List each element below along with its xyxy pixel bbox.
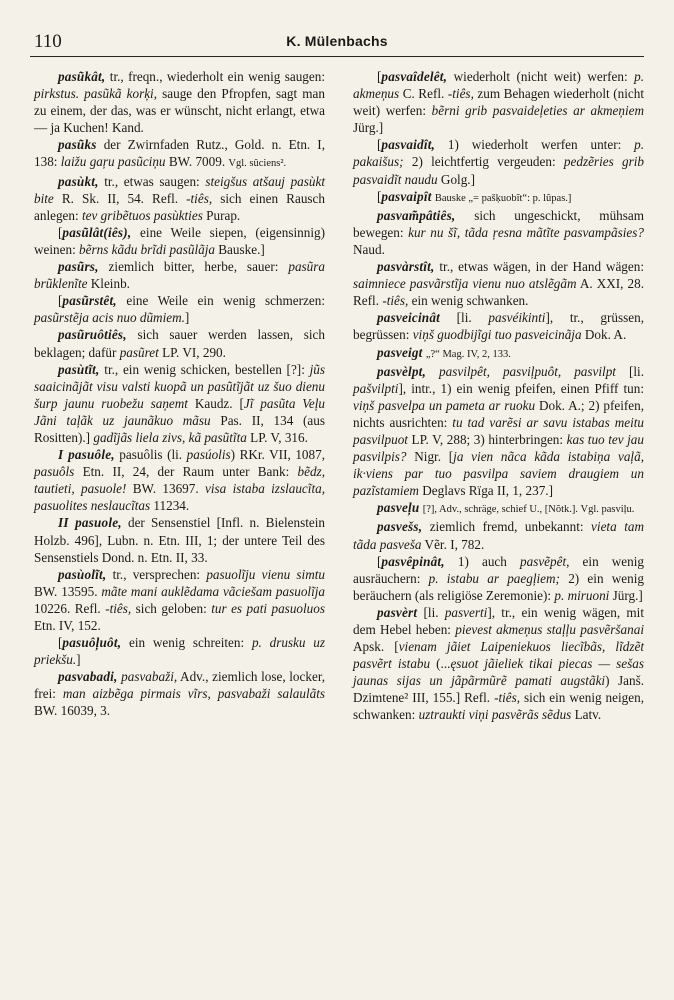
gloss-text: 2) ein wenig beräuchern (als religiöse Zeremonie): xyxy=(353,570,645,603)
headword: pasùtĩt, xyxy=(58,361,100,377)
latvian-example: pirkstus. pasũkã korķi, xyxy=(34,86,158,102)
latvian-example: pasvabaži, xyxy=(121,669,178,685)
headword: pasũlât(iês), xyxy=(62,224,132,240)
latvian-example: jũs saaicinãjãt visu valsti kuopã un pasũtĩjãt uz šuo dienu šurp jaunu ruobežu saņemt xyxy=(34,361,325,411)
dictionary-entry xyxy=(34,514,325,565)
dictionary-entry xyxy=(353,553,644,604)
gloss-text: Vẽr. I, 782. xyxy=(421,536,485,552)
gloss-text: 1) auch xyxy=(444,553,520,569)
latvian-example: visa istaba izslaucĩta, pasuolites neslaucĩtas xyxy=(34,481,325,514)
gloss-text: sauge den Pfropfen, sagt man zu einem, der das, was er wünscht, nicht erlangt, etwa — ja Kuchen! Kand. xyxy=(34,86,325,136)
dictionary-entry xyxy=(353,309,644,343)
gloss-text: ein wenig schreiten: xyxy=(121,635,252,651)
latvian-example: p. akmeņus xyxy=(353,69,644,102)
latvian-example: mãte mani auklẽdama vãciešam pasuolĩja xyxy=(101,583,325,599)
headword: pasuôļuôt, xyxy=(62,635,122,651)
headword: I pasuôle, xyxy=(58,447,115,463)
dictionary-entry xyxy=(34,634,325,668)
headword: pasvàrstît, xyxy=(377,259,435,275)
latvian-example: tur es pati pasuoluos xyxy=(211,600,325,616)
gloss-text: BW. 7009. xyxy=(165,154,229,170)
dictionary-entry xyxy=(353,499,644,518)
headword: pasùolĩt, xyxy=(58,566,107,582)
gloss-text: BW. 13697. xyxy=(126,481,205,497)
headword: pasvabadi, xyxy=(58,669,118,685)
gloss-text: 2) leichtfertig vergeuden: xyxy=(403,154,564,170)
latvian-example: ęsuot jãieliek tikai piecas — sešas jaunas sijas un jãpãrmũrẽ pamati augstãki xyxy=(353,656,644,689)
latvian-example: bẽrni grib pasvaideļeties ar akmeņiem xyxy=(431,103,644,119)
gloss-text: pasuôlis (li. xyxy=(114,447,187,463)
gloss-text: ], tr., grüssen, begrüssen: xyxy=(353,310,644,343)
latvian-example: pasvéikinti xyxy=(488,310,546,326)
headword: pasveicinât xyxy=(377,310,440,326)
dictionary-entry xyxy=(34,668,325,719)
latvian-example: pasúolis xyxy=(186,447,231,463)
gloss-text: ) Janš. Dzimtene² III, 155.] Refl. xyxy=(353,673,645,706)
dictionary-entry xyxy=(353,363,644,500)
gloss-text: A. XXI, 28. Refl. xyxy=(353,276,645,309)
small-note: Vgl. sûciens². xyxy=(228,158,287,170)
latvian-example: pasvilpêt, pasviļpuôt, pasvilpt xyxy=(439,363,616,379)
gloss-text: Etn. II, 24, der Raum unter Bank: xyxy=(74,464,298,480)
latvian-example: pasvẽpêt, xyxy=(520,553,570,569)
gloss-text: BW. 13595. xyxy=(34,583,102,599)
headword: pasvaîdelêt, xyxy=(381,69,448,84)
gloss-text: C. Refl. xyxy=(399,86,448,102)
latvian-example: pievest akmeņus staļļu pasvẽršanai xyxy=(455,622,644,637)
gloss-text: ], intr., 1) ein wenig pfeifen, einen Pfiff tun: xyxy=(398,380,644,396)
dictionary-entry xyxy=(34,136,325,172)
headword: pasũrs, xyxy=(58,259,99,275)
dictionary-entry xyxy=(34,326,325,360)
latvian-example: pasũrstẽja acis nuo dũmiem. xyxy=(34,310,185,326)
text-columns xyxy=(34,68,644,724)
headword: pasũrstêt, xyxy=(62,293,117,309)
small-note: [?], Adv., schräge, schief U., [Nõtk.]. Vgl. pasviļu. xyxy=(422,504,635,516)
gloss-text: Pas. II, 134 (aus Rositten).] xyxy=(34,412,325,445)
gloss-text: [ xyxy=(58,635,63,651)
dictionary-entry xyxy=(353,258,644,309)
dictionary-entry xyxy=(353,188,644,207)
gloss-text: Etn. IV, 152. xyxy=(34,618,101,633)
gloss-text: zum Behagen wiederholt (nicht weit) werfen: xyxy=(353,86,644,119)
dictionary-entry xyxy=(34,224,325,258)
gloss-text: sich ungeschickt, mühsam bewegen: xyxy=(353,207,644,240)
gloss-text: Kaudz. [ xyxy=(187,395,244,411)
latvian-example: man aizbẽga pirmais vĩrs, pasvabaži salaulãts xyxy=(62,686,325,702)
dictionary-entry xyxy=(353,344,644,363)
gloss-text xyxy=(426,364,439,379)
dictionary-entry xyxy=(34,361,325,446)
right-column xyxy=(353,68,644,724)
small-note: „?“ Mag. IV, 2, 133. xyxy=(425,348,511,360)
gloss-text: eine Weile ein wenig schmerzen: xyxy=(116,293,325,309)
gloss-text: der Sensenstiel [Infl. n. Bielenstein Holzb. 496], Lubn. n. Etn. III, 1; der untere Teil des Sensenstiels Dond. n. Etn. II, 33. xyxy=(34,515,325,565)
gloss-text: tr., versprechen: xyxy=(106,566,207,582)
gloss-text: Golg.] xyxy=(437,171,475,187)
dictionary-entry xyxy=(353,68,644,136)
latvian-example: pasverti xyxy=(444,604,488,620)
gloss-text: 10226. Refl. xyxy=(34,600,106,616)
gloss-text: LP. V, 316. xyxy=(246,429,308,445)
gloss-text: [li. xyxy=(417,604,445,620)
headword: pasvèlpt, xyxy=(377,363,427,379)
latvian-example: -tiês, xyxy=(447,86,474,102)
gloss-text: 1) wiederholt werfen unter: xyxy=(435,137,635,153)
gloss-text: Adv., ziemlich lose, locker, frei: xyxy=(34,669,325,702)
gloss-text: LP. V, 288; 3) hinterbringen: xyxy=(407,431,567,447)
gloss-text: sich sauer werden lassen, sich beklagen; dafür xyxy=(34,327,325,360)
latvian-example: p. drusku uz priekšu. xyxy=(34,635,326,668)
gloss-text: [li. xyxy=(440,310,489,326)
latvian-example: saimniece pasvãrstĩja vienu nuo atslẽgãm xyxy=(353,276,577,292)
latvian-example: -tiês, xyxy=(186,190,213,206)
gloss-text: ziemlich fremd, unbekannt: xyxy=(422,519,592,535)
page-header xyxy=(30,28,644,57)
latvian-example: tev gribẽtuos pasùkties xyxy=(81,207,203,223)
gloss-text: 11234. xyxy=(150,498,190,514)
latvian-example: viņš pasvelpa un pameta ar ruoku xyxy=(353,397,536,413)
latvian-example: -tiês, xyxy=(105,600,132,616)
latvian-example: p. istabu ar paegļiem; xyxy=(428,570,560,586)
latvian-example: bẽdz, tautieti, pasuole! xyxy=(34,464,325,497)
latvian-example: ja vien nãca kãda istabiņa vaļã, ik·viens par tuo pasvilpa saviem draugiem un pazĩstamiem xyxy=(353,449,644,499)
gloss-text: ziemlich bitter, herbe, sauer: xyxy=(98,259,289,275)
gloss-text: eine Weile siepen, (eigensinnig) weinen: xyxy=(34,224,325,257)
headword: pasvèrt xyxy=(377,604,418,620)
headword: pasvêpinât, xyxy=(381,553,445,569)
gloss-text: der Zwirnfaden Rutz., Gold. n. Etn. I, 138: xyxy=(34,137,325,170)
headword: pasvaidît, xyxy=(381,137,436,153)
left-column xyxy=(34,68,325,724)
gloss-text: sich geloben: xyxy=(131,600,212,616)
dictionary-entry xyxy=(353,207,644,258)
dictionary-entry xyxy=(353,136,644,187)
headword: pasvam̃pâtiês, xyxy=(377,207,456,223)
latvian-example: pasuolĩju vienu simtu xyxy=(206,566,325,582)
latvian-example: viņš guodbijĩgi tuo pasveicinãja xyxy=(412,327,582,343)
latvian-example: steigšus atšauj pasùkt bite xyxy=(34,173,326,206)
gloss-text: sich ein wenig neigen, schwanken: xyxy=(353,690,644,723)
gloss-text: Dok. A.; 2) pfeifen, nichts ausrichten: xyxy=(353,397,644,430)
gloss-text: ) RKr. VII, 1087, xyxy=(230,447,325,463)
gloss-text: [ xyxy=(58,224,63,240)
latvian-example: Jĩ pasũta Veļu Jãni taļãk uz jaunãkuo mãsu xyxy=(34,395,326,428)
latvian-example: vienam jãiet Laipeniekuos liecĩbãs, lĩdzẽt pasvẽrt istabu xyxy=(353,639,644,672)
gloss-text: BW. 16039, 3. xyxy=(34,703,111,719)
headword: pasũks xyxy=(58,137,97,153)
dictionary-entry xyxy=(34,68,325,136)
gloss-text: ], tr., ein wenig wägen, mit dem Hebel heben: xyxy=(353,604,644,637)
gloss-text: Jürg.] xyxy=(609,587,643,603)
running-title: K. Mülenbachs xyxy=(286,33,388,49)
gloss-text: ein wenig ausräuchern: xyxy=(353,553,644,586)
gloss-text: (... xyxy=(430,656,451,672)
gloss-text: tr., ein wenig schicken, bestellen [?]: xyxy=(99,361,310,377)
gloss-text: sich einen Rausch anlegen: xyxy=(34,190,325,223)
latvian-example: pasũra brũklenĩte xyxy=(34,259,325,292)
headword: pasveigt xyxy=(377,344,423,360)
latvian-example: uztraukti viņi pasvẽrãs sẽdus xyxy=(418,707,572,723)
page-number: 110 xyxy=(34,31,62,52)
dictionary-entry xyxy=(34,258,325,292)
gloss-text: wiederholt (nicht weit) werfen: xyxy=(447,69,635,84)
gloss-text: ] xyxy=(184,310,190,326)
latvian-example: -tiês, xyxy=(494,690,521,706)
latvian-example: bẽrns kãdu brĩdi pasũlãja xyxy=(79,241,215,257)
gloss-text: [li. xyxy=(615,363,644,379)
gloss-text: ein wenig schwanken. xyxy=(408,293,529,309)
latvian-example: pasuôls xyxy=(34,464,75,480)
latvian-example: pedzẽries grib pasvaidĩt naudu xyxy=(353,154,644,187)
gloss-text: Nigr. [ xyxy=(406,449,454,465)
gloss-text: R. Sk. II, 54. Refl. xyxy=(53,190,187,206)
headword: pasveļu xyxy=(377,500,420,516)
headword: pasvešs, xyxy=(377,519,423,535)
gloss-text: Kleinb. xyxy=(87,276,130,292)
small-note: Bauske „= pašķuobĩt“: p. lũpas.] xyxy=(434,192,572,204)
latvian-example: p. pakaišus; xyxy=(353,137,644,170)
latvian-example: pašvilpti xyxy=(353,380,399,396)
gloss-text: LP. VI, 290. xyxy=(158,344,226,360)
gloss-text: tr., etwas wägen, in der Hand wägen: xyxy=(434,259,644,275)
gloss-text: Jürg.] xyxy=(353,120,384,136)
gloss-text: [ xyxy=(377,553,382,569)
latvian-example: -tiês, xyxy=(382,293,409,309)
latvian-example: vieta tam tãda pasveša xyxy=(353,519,644,552)
gloss-text: [ xyxy=(377,69,382,84)
gloss-text: Dok. A. xyxy=(581,327,627,343)
gloss-text: [ xyxy=(58,293,63,309)
dictionary-entry xyxy=(34,173,325,224)
latvian-example: kur nu šĩ, tãda ŗesna mãtĩte pasvampãsies? xyxy=(408,224,644,240)
headword: II pasuole, xyxy=(58,515,122,531)
gloss-text: Naud. xyxy=(353,241,385,257)
latvian-example: tu tad varẽsi ar savu istabas meitu pasvilpuot xyxy=(353,414,644,447)
headword: pasùkt, xyxy=(58,173,99,189)
gloss-text: Bauske.] xyxy=(214,241,265,257)
gloss-text: Apsk. [ xyxy=(353,639,399,655)
dictionary-entry xyxy=(353,518,644,552)
gloss-text: Latv. xyxy=(571,707,602,723)
latvian-example: pasũret xyxy=(119,344,159,360)
gloss-text: [ xyxy=(377,188,382,204)
dictionary-entry xyxy=(34,446,325,514)
gloss-text: tr., etwas saugen: xyxy=(98,173,206,189)
latvian-example: laižu gaŗu pasũciņu xyxy=(60,154,166,170)
gloss-text: ] xyxy=(76,652,81,668)
headword: pasũkât, xyxy=(58,69,106,84)
headword: pasũruôtiês, xyxy=(58,327,127,343)
dictionary-entry xyxy=(353,604,644,724)
gloss-text: Purap. xyxy=(202,207,241,223)
latvian-example: gadĩjãs liela zivs, kã pasũtĩta xyxy=(93,429,247,445)
gloss-text: [ xyxy=(377,137,382,153)
headword: pasvaipît xyxy=(381,188,432,204)
dictionary-entry xyxy=(34,292,325,326)
latvian-example: kas tuo tev jau pasvilpis? xyxy=(353,431,644,465)
gloss-text: Deglavs Rïga II, 1, 237.] xyxy=(418,483,553,499)
gloss-text: tr., freqn., wiederholt ein wenig saugen: xyxy=(105,69,325,84)
dictionary-entry xyxy=(34,566,325,634)
latvian-example: p. miruoni xyxy=(554,587,610,603)
